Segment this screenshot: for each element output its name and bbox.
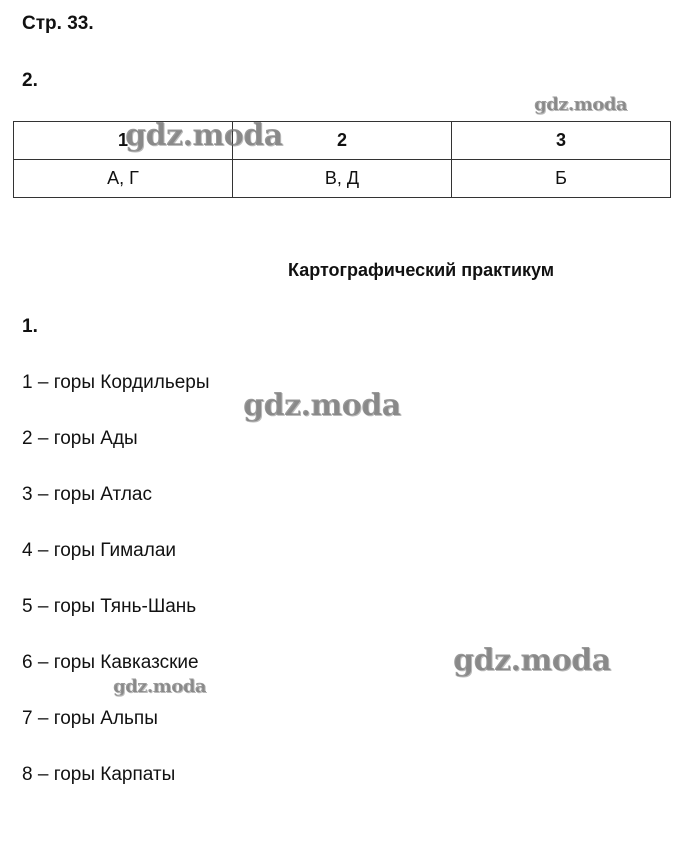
table-header-cell: 2 xyxy=(233,122,452,160)
table-header-cell: 1 xyxy=(14,122,233,160)
task-2-number: 2. xyxy=(22,70,38,91)
watermark: gdz.moda xyxy=(243,388,401,423)
list-item: 2 – горы Ады xyxy=(22,428,138,449)
table-cell: В, Д xyxy=(233,160,452,198)
watermark: gdz.moda xyxy=(113,676,206,697)
page-number: Стр. 33. xyxy=(22,13,94,34)
list-item: 8 – горы Карпаты xyxy=(22,764,176,785)
list-item: 4 – горы Гималаи xyxy=(22,540,177,561)
table-row xyxy=(14,160,671,198)
list-item: 3 – горы Атлас xyxy=(22,484,152,505)
watermark: gdz.moda xyxy=(453,643,611,678)
list-item: 1 – горы Кордильеры xyxy=(22,372,210,393)
section-title: Картографический практикум xyxy=(288,260,555,280)
watermark: gdz.moda xyxy=(125,118,283,153)
watermark: gdz.moda xyxy=(534,94,627,115)
mountain-list xyxy=(22,369,210,817)
list-item: 7 – горы Альпы xyxy=(22,708,158,729)
list-item: 6 – горы Кавказские xyxy=(22,652,199,673)
table-header-row xyxy=(14,122,671,160)
table-header-cell: 3 xyxy=(452,122,671,160)
list-item: 5 – горы Тянь-Шань xyxy=(22,596,197,617)
table-cell: Б xyxy=(452,160,671,198)
task-1-number: 1. xyxy=(22,316,38,337)
table-cell: А, Г xyxy=(14,160,233,198)
answer-table xyxy=(13,121,671,198)
